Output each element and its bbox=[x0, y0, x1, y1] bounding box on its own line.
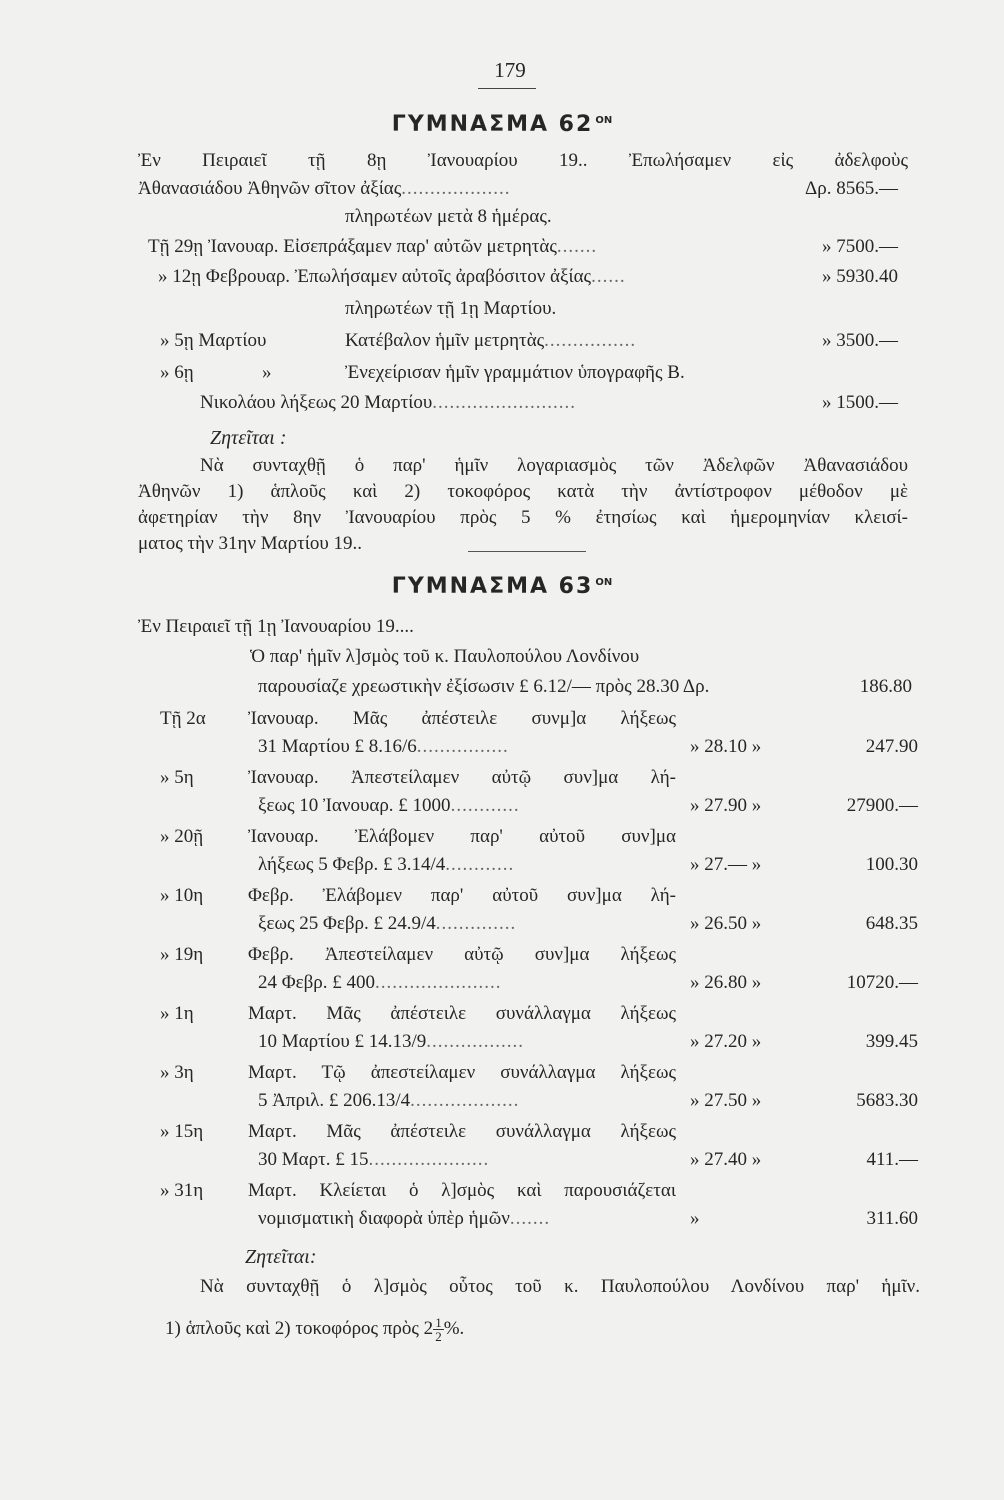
entry-line-2 bbox=[258, 913, 516, 935]
ex62-leader-dots: ................ bbox=[544, 330, 637, 351]
entry-line-1: Ἰανουαρ. Μᾶς ἀπέστειλε συνμ]α λήξεως bbox=[248, 708, 676, 729]
entry-line-2-text: 30 Μαρτ. £ 15 bbox=[258, 1149, 369, 1170]
entry-rate: » 26.50 » bbox=[690, 913, 762, 934]
fraction-numerator: 1 bbox=[435, 1315, 442, 1330]
ex62-amount-4: » 3500.— bbox=[822, 330, 898, 351]
entry-rate: » 27.50 » bbox=[690, 1090, 762, 1111]
ex62-line-9-text: Νικολάου λήξεως 20 Μαρτίου bbox=[200, 392, 433, 413]
entry-date: » 20ῇ bbox=[160, 826, 204, 847]
leader-dots: ..................... bbox=[368, 1149, 490, 1170]
entry-amount: 100.30 bbox=[865, 854, 918, 875]
ex63-zeteitai: Ζητεῖται: bbox=[245, 1246, 317, 1268]
ex62-line-4 bbox=[148, 236, 597, 258]
entry-rate: » 27.20 » bbox=[690, 1031, 762, 1052]
entry-amount: 411.— bbox=[866, 1149, 918, 1170]
ex62-line-8-date: » 6ῃ bbox=[160, 362, 194, 383]
ex62-line-7-date: » 5ῃ Μαρτίου bbox=[160, 330, 267, 351]
ex62-question-2: Ἀθηνῶν 1) ἁπλοῦς καὶ 2) τοκοφόρος κατὰ τὴν ἀντίστροφον μέθοδον μὲ bbox=[138, 481, 908, 502]
ex62-leader-dots: ................... bbox=[401, 178, 511, 199]
ex62-line-6: πληρωτέων τῇ 1ῃ Μαρτίου. bbox=[345, 298, 557, 319]
ex62-line-3: πληρωτέων μετὰ 8 ἡμέρας. bbox=[345, 206, 552, 227]
ex62-amount-3: » 5930.40 bbox=[822, 266, 898, 287]
entry-rate: » 26.80 » bbox=[690, 972, 762, 993]
leader-dots: ............ bbox=[450, 795, 520, 816]
ex62-line-8: Ἐνεχείρισαν ἡμῖν γραμμάτιον ὑπογραφῆς Β. bbox=[345, 362, 685, 383]
ex62-question-4: ματος τὴν 31ην Μαρτίου 19.. bbox=[138, 533, 362, 554]
leader-dots: .............. bbox=[435, 913, 517, 934]
entry-line-2-text: λήξεως 5 Φεβρ. £ 3.14/4 bbox=[258, 854, 446, 875]
exercise-63-title-sup: ΟΝ bbox=[595, 576, 613, 588]
entry-line-1: Μαρτ. Τῷ ἀπεστείλαμεν συνάλλαγμα λήξεως bbox=[248, 1062, 676, 1083]
entry-line-2 bbox=[258, 795, 520, 817]
entry-date: » 19η bbox=[160, 944, 204, 965]
ex62-leader-dots: ...... bbox=[591, 266, 626, 287]
ex62-question-1: Νὰ συνταχθῇ ὁ παρ' ἡμῖν λογαριασμὸς τῶν Ἀδελφῶν Ἀθανασιάδου bbox=[200, 455, 908, 476]
entry-amount: 5683.30 bbox=[856, 1090, 918, 1111]
ex63-question-2-text: 1) ἁπλοῦς καὶ 2) τοκοφόρος πρὸς 2 bbox=[165, 1317, 434, 1339]
entry-date: » 10η bbox=[160, 885, 204, 906]
page-number-rule bbox=[478, 88, 536, 89]
exercise-divider bbox=[468, 551, 586, 552]
ex63-opening-balance: 186.80 bbox=[859, 676, 912, 697]
ex62-line-2-text: Ἀθανασιάδου Ἀθηνῶν σῖτον ἀξίας bbox=[138, 178, 402, 199]
entry-line-2-text: 10 Μαρτίου £ 14.13/9 bbox=[258, 1031, 427, 1052]
ex63-question-1: Νὰ συνταχθῇ ὁ λ]σμὸς οὗτος τοῦ κ. Παυλοπούλου Λονδίνου παρ' ἡμῖν. bbox=[200, 1276, 920, 1297]
entry-rate: » 27.40 » bbox=[690, 1149, 762, 1170]
entry-line-2-text: 31 Μαρτίου £ 8.16/6 bbox=[258, 736, 417, 757]
entry-amount: 247.90 bbox=[865, 736, 918, 757]
ex62-line-4-text: Τῇ 29ῃ Ἰανουαρ. Εἰσεπράξαμεν παρ' αὐτῶν μετρητὰς bbox=[148, 236, 557, 257]
entry-amount: 27900.— bbox=[846, 795, 918, 816]
exercise-62-title: ΓΥΜΝΑΣΜΑ 62 bbox=[391, 112, 594, 137]
ex63-question-2 bbox=[165, 1316, 464, 1343]
entry-line-1: Μαρτ. Μᾶς ἀπέστειλε συνάλλαγμα λήξεως bbox=[248, 1121, 676, 1142]
exercise-63-title: ΓΥΜΝΑΣΜΑ 63 bbox=[391, 574, 594, 599]
entry-date: » 5η bbox=[160, 767, 194, 788]
entry-amount: 648.35 bbox=[865, 913, 918, 934]
fraction-one-half bbox=[433, 1316, 444, 1343]
fraction-denominator: 2 bbox=[435, 1329, 442, 1344]
ex62-zeteitai: Ζητεῖται : bbox=[210, 427, 287, 449]
entry-amount: 10720.— bbox=[846, 972, 918, 993]
entry-line-1: Φεβρ. Ἀπεστείλαμεν αὐτῷ συν]μα λήξεως bbox=[248, 944, 676, 965]
ex62-line-7-text: Κατέβαλον ἡμῖν μετρητὰς bbox=[345, 330, 545, 351]
leader-dots: ....... bbox=[509, 1208, 551, 1229]
entry-line-2 bbox=[258, 1090, 519, 1112]
ex62-line-5 bbox=[158, 266, 626, 288]
ex62-amount-5: » 1500.— bbox=[822, 392, 898, 413]
entry-line-2-text: 24 Φεβρ. £ 400 bbox=[258, 972, 376, 993]
entry-line-2 bbox=[258, 972, 502, 994]
entry-line-2 bbox=[258, 1031, 524, 1053]
entry-date: » 3η bbox=[160, 1062, 194, 1083]
entry-line-2-text: 5 Ἀπριλ. £ 206.13/4 bbox=[258, 1090, 411, 1111]
entry-amount: 399.45 bbox=[865, 1031, 918, 1052]
entry-amount: 311.60 bbox=[866, 1208, 918, 1229]
ex62-line-7 bbox=[345, 330, 636, 352]
leader-dots: ............ bbox=[445, 854, 515, 875]
ex63-question-2-tail: %. bbox=[443, 1317, 465, 1339]
ex62-leader-dots: ....... bbox=[556, 236, 598, 257]
leader-dots: ...................... bbox=[375, 972, 502, 993]
ex62-question-3: ἀφετηρίαν τὴν 8ην Ἰανουαρίου πρὸς 5 % ἐτησίως καὶ ἡμερομηνίαν κλεισί- bbox=[138, 507, 908, 528]
ex63-intro-2: Ὁ παρ' ἡμῖν λ]σμὸς τοῦ κ. Παυλοπούλου Λονδίνου bbox=[250, 646, 640, 667]
ex62-amount-1: Δρ. 8565.— bbox=[805, 178, 898, 199]
entry-line-1: Μαρτ. Κλείεται ὁ λ]σμὸς καὶ παρουσιάζεται bbox=[248, 1180, 676, 1201]
exercise-62-heading bbox=[0, 112, 1004, 137]
leader-dots: ................ bbox=[416, 736, 509, 757]
ex62-line-2 bbox=[138, 178, 511, 200]
entry-date: » 1η bbox=[160, 1003, 194, 1024]
entry-line-2 bbox=[258, 1149, 489, 1171]
entry-line-2-text: νομισματικὴ διαφορὰ ὑπὲρ ἡμῶν bbox=[258, 1208, 510, 1229]
ex62-line-9 bbox=[200, 392, 576, 414]
entry-rate: » 27.— » bbox=[690, 854, 762, 875]
entry-rate: » bbox=[690, 1208, 700, 1229]
ex62-leader-dots: ......................... bbox=[432, 392, 577, 413]
exercise-62-title-sup: ΟΝ bbox=[595, 114, 613, 126]
entry-line-1: Φεβρ. Ἐλάβομεν παρ' αὐτοῦ συν]μα λή- bbox=[248, 885, 676, 906]
entry-line-2 bbox=[258, 854, 514, 876]
entry-line-2 bbox=[258, 1208, 550, 1230]
leader-dots: ................. bbox=[426, 1031, 525, 1052]
entry-date: » 31η bbox=[160, 1180, 204, 1201]
entry-line-2-text: ξεως 25 Φεβρ. £ 24.9/4 bbox=[258, 913, 436, 934]
ex62-line-5-text: » 12ῃ Φεβρουαρ. Ἐπωλήσαμεν αὐτοῖς ἀραβόσιτον ἀξίας bbox=[158, 266, 592, 287]
ex62-amount-2: » 7500.— bbox=[822, 236, 898, 257]
ex62-line-8-ditto: » bbox=[262, 362, 272, 383]
ex63-intro-1: Ἐν Πειραιεῖ τῇ 1ῃ Ἰανουαρίου 19.... bbox=[138, 616, 414, 637]
entry-line-1: Μαρτ. Μᾶς ἀπέστειλε συνάλλαγμα λήξεως bbox=[248, 1003, 676, 1024]
exercise-63-heading bbox=[0, 574, 1004, 599]
entry-line-2 bbox=[258, 736, 509, 758]
page-number: 179 bbox=[494, 58, 526, 82]
leader-dots: ................... bbox=[410, 1090, 520, 1111]
entry-date: » 15η bbox=[160, 1121, 204, 1142]
ex63-intro-3: παρουσίαζε χρεωστικὴν ἐξίσωσιν £ 6.12/— πρὸς 28.30 Δρ. bbox=[258, 676, 710, 697]
entry-line-1: Ἰανουαρ. Ἐλάβομεν παρ' αὐτοῦ συν]μα bbox=[248, 826, 676, 847]
entry-line-1: Ἰανουαρ. Ἀπεστείλαμεν αὐτῷ συν]μα λή- bbox=[248, 767, 676, 788]
ex62-line-1: Ἐν Πειραιεῖ τῇ 8ῃ Ἰανουαρίου 19.. Ἐπωλήσαμεν εἰς ἀδελφοὺς bbox=[138, 150, 908, 171]
entry-rate: » 28.10 » bbox=[690, 736, 762, 757]
entry-date: Τῇ 2α bbox=[160, 708, 206, 729]
entry-rate: » 27.90 » bbox=[690, 795, 762, 816]
entry-line-2-text: ξεως 10 Ἰανουαρ. £ 1000 bbox=[258, 795, 451, 816]
